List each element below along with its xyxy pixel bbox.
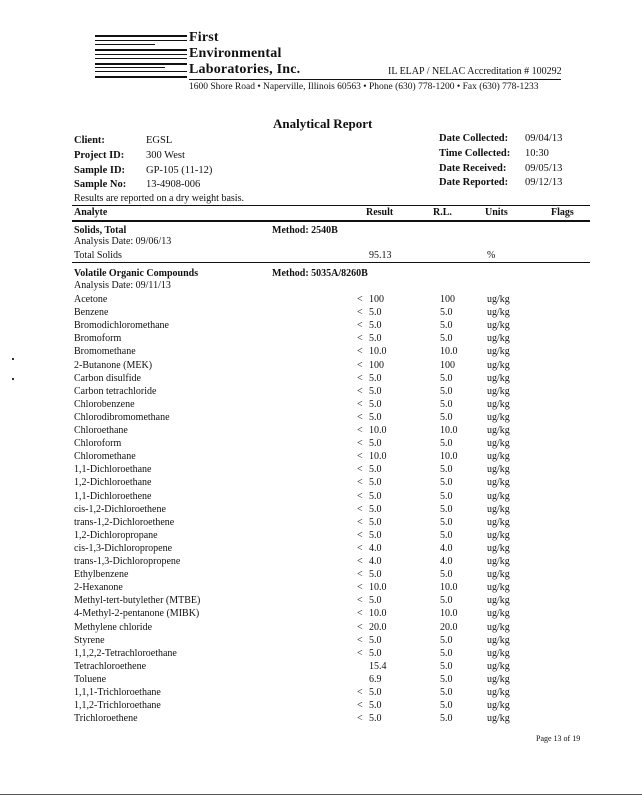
result-qualifier: < — [357, 569, 363, 581]
result-value: 4.0 — [369, 556, 382, 567]
reporting-limit: 20.0 — [440, 621, 458, 633]
units-value: ug/kg — [487, 333, 510, 345]
result-qualifier: < — [357, 647, 363, 659]
result-value: 5.0 — [369, 634, 382, 646]
reporting-limit: 10.0 — [440, 608, 458, 620]
result-value: 5.0 — [369, 464, 382, 476]
scan-bottom-edge — [0, 794, 642, 795]
result-value: 5.0 — [369, 569, 382, 581]
reporting-limit: 5.0 — [440, 595, 453, 607]
reporting-limit: 5.0 — [440, 398, 453, 410]
project-id-label: Project ID: — [74, 150, 125, 161]
analyte-name: Benzene — [74, 307, 109, 319]
analyte-name: cis-1,3-Dichloropropene — [74, 542, 173, 554]
solids-section-rule — [72, 262, 590, 263]
reporting-limit: 10.0 — [440, 346, 458, 358]
result-value: 5.0 — [369, 307, 382, 319]
result-value: 20.0 — [369, 621, 387, 633]
sample-no-value: 13-4908-006 — [146, 179, 201, 190]
reporting-limit: 100 — [440, 359, 455, 371]
analyte-name: Carbon tetrachloride — [74, 385, 157, 397]
date-collected-label: Date Collected: — [439, 133, 509, 144]
result-qualifier: < — [357, 542, 363, 554]
column-header-analyte: Analyte — [74, 207, 108, 218]
company-name-line1: First — [189, 30, 219, 45]
analyte-name: Methyl-tert-butylether (MTBE) — [74, 595, 201, 607]
result-qualifier: < — [357, 425, 363, 436]
units-value: ug/kg — [487, 569, 510, 581]
voc-analysis-date: Analysis Date: 09/11/13 — [74, 280, 171, 291]
units-value: % — [487, 250, 496, 261]
units-value: ug/kg — [487, 608, 510, 620]
reporting-limit: 10.0 — [440, 582, 458, 594]
result-qualifier: < — [357, 477, 363, 489]
analyte-name: Carbon disulfide — [74, 372, 141, 384]
reporting-limit: 5.0 — [440, 320, 453, 332]
result-value: 6.9 — [369, 673, 382, 685]
units-value: ug/kg — [487, 556, 510, 567]
date-received-label: Date Received: — [439, 163, 507, 174]
reporting-limit: 10.0 — [440, 451, 458, 463]
sample-id-label: Sample ID: — [74, 165, 126, 176]
result-value: 100 — [369, 294, 384, 305]
project-id-value: 300 West — [146, 150, 185, 161]
units-value: ug/kg — [487, 503, 510, 515]
result-qualifier: < — [357, 529, 363, 541]
date-reported-label: Date Reported: — [439, 177, 509, 188]
result-value: 5.0 — [369, 595, 382, 607]
units-value: ug/kg — [487, 687, 510, 698]
result-value: 5.0 — [369, 398, 382, 410]
analyte-name: 1,2-Dichloroethane — [74, 477, 152, 489]
analyte-name: Chloroethane — [74, 425, 128, 436]
reporting-limit: 10.0 — [440, 425, 458, 436]
reporting-limit: 4.0 — [440, 556, 453, 567]
units-value: ug/kg — [487, 713, 510, 725]
column-header-rl: R.L. — [433, 207, 452, 218]
time-collected-value: 10:30 — [525, 148, 549, 159]
result-qualifier: < — [357, 595, 363, 607]
analyte-name: trans-1,3-Dichloropropene — [74, 556, 181, 567]
analyte-name: Chlorodibromomethane — [74, 411, 170, 423]
client-value: EGSL — [146, 135, 173, 146]
sample-id-value: GP-105 (11-12) — [146, 165, 213, 176]
reporting-limit: 5.0 — [440, 647, 453, 659]
result-qualifier: < — [357, 700, 363, 712]
result-qualifier: < — [357, 385, 363, 397]
result-qualifier: < — [357, 634, 363, 646]
result-value: 5.0 — [369, 687, 382, 698]
reporting-limit: 5.0 — [440, 634, 453, 646]
units-value: ug/kg — [487, 451, 510, 463]
reporting-limit: 5.0 — [440, 490, 453, 502]
result-qualifier: < — [357, 503, 363, 515]
reporting-limit: 5.0 — [440, 569, 453, 581]
result-value: 5.0 — [369, 320, 382, 332]
reporting-limit: 5.0 — [440, 477, 453, 489]
units-value: ug/kg — [487, 582, 510, 594]
units-value: ug/kg — [487, 320, 510, 332]
units-value: ug/kg — [487, 647, 510, 659]
date-collected-value: 09/04/13 — [525, 133, 563, 144]
units-value: ug/kg — [487, 621, 510, 633]
reporting-limit: 5.0 — [440, 333, 453, 345]
column-header-result: Result — [366, 207, 394, 218]
analyte-name: 1,1-Dichloroethane — [74, 464, 152, 476]
reporting-limit: 100 — [440, 294, 455, 305]
units-value: ug/kg — [487, 411, 510, 423]
result-value: 95.13 — [369, 250, 392, 261]
reporting-limit: 5.0 — [440, 503, 453, 515]
result-qualifier: < — [357, 713, 363, 725]
reporting-limit: 5.0 — [440, 385, 453, 397]
analyte-name: Styrene — [74, 634, 105, 646]
analyte-name: Bromoform — [74, 333, 122, 345]
reporting-limit: 5.0 — [440, 464, 453, 476]
column-header-flags: Flags — [551, 207, 574, 218]
analyte-name: trans-1,2-Dichloroethene — [74, 516, 175, 528]
result-qualifier: < — [357, 438, 363, 450]
units-value: ug/kg — [487, 464, 510, 476]
result-value: 5.0 — [369, 438, 382, 450]
client-label: Client: — [74, 135, 105, 146]
analyte-name: cis-1,2-Dichloroethene — [74, 503, 166, 515]
reporting-limit: 5.0 — [440, 673, 453, 685]
units-value: ug/kg — [487, 529, 510, 541]
analyte-name: 2-Butanone (MEK) — [74, 359, 153, 371]
voc-section-title: Volatile Organic Compounds — [74, 268, 199, 279]
result-qualifier: < — [357, 621, 363, 633]
result-value: 5.0 — [369, 477, 382, 489]
units-value: ug/kg — [487, 398, 510, 410]
solids-section-title: Solids, Total — [74, 225, 127, 236]
scan-speck — [12, 378, 14, 380]
column-header-units: Units — [485, 207, 508, 218]
units-value: ug/kg — [487, 294, 510, 305]
result-value: 10.0 — [369, 608, 387, 620]
analyte-name: 1,2-Dichloropropane — [74, 529, 158, 541]
result-qualifier: < — [357, 582, 363, 594]
solids-analysis-date: Analysis Date: 09/06/13 — [74, 236, 172, 247]
units-value: ug/kg — [487, 425, 510, 436]
analyte-name: Chloromethane — [74, 451, 136, 463]
units-value: ug/kg — [487, 346, 510, 358]
result-value: 5.0 — [369, 713, 382, 725]
result-qualifier: < — [357, 556, 363, 567]
units-value: ug/kg — [487, 490, 510, 502]
result-qualifier: < — [357, 307, 363, 319]
units-value: ug/kg — [487, 359, 510, 371]
reporting-limit: 5.0 — [440, 660, 453, 672]
dry-weight-note: Results are reported on a dry weight basis. — [74, 193, 244, 204]
result-qualifier: < — [357, 464, 363, 476]
time-collected-label: Time Collected: — [439, 148, 511, 159]
units-value: ug/kg — [487, 372, 510, 384]
result-value: 10.0 — [369, 346, 387, 358]
result-value: 100 — [369, 359, 384, 371]
result-qualifier: < — [357, 398, 363, 410]
result-value: 10.0 — [369, 425, 387, 436]
analyte-name: 1,1,1-Trichloroethane — [74, 687, 161, 698]
units-value: ug/kg — [487, 660, 510, 672]
result-qualifier: < — [357, 359, 363, 371]
reporting-limit: 5.0 — [440, 687, 453, 698]
result-qualifier: < — [357, 294, 363, 305]
reporting-limit: 5.0 — [440, 713, 453, 725]
result-qualifier: < — [357, 608, 363, 620]
analyte-name: Acetone — [74, 294, 108, 305]
reporting-limit: 5.0 — [440, 307, 453, 319]
company-logo — [95, 33, 187, 81]
analyte-name: 1,1,2,2-Tetrachloroethane — [74, 647, 177, 659]
header-rule — [189, 79, 561, 80]
analyte-name: Tetrachloroethene — [74, 660, 147, 672]
accreditation-number: IL ELAP / NELAC Accreditation # 100292 — [388, 66, 562, 77]
result-value: 5.0 — [369, 503, 382, 515]
analyte-name: Total Solids — [74, 250, 122, 261]
reporting-limit: 5.0 — [440, 438, 453, 450]
voc-method: Method: 5035A/8260B — [272, 268, 368, 279]
table-top-rule — [72, 205, 590, 206]
units-value: ug/kg — [487, 673, 510, 685]
page-number: Page 13 of 19 — [536, 734, 581, 743]
lab-address: 1600 Shore Road • Naperville, Illinois 60563 • Phone (630) 778-1200 • Fax (630) 778-1233 — [189, 82, 539, 92]
units-value: ug/kg — [487, 700, 510, 712]
scan-speck — [12, 358, 14, 360]
analyte-name: Chlorobenzene — [74, 398, 135, 410]
result-qualifier: < — [357, 346, 363, 358]
units-value: ug/kg — [487, 385, 510, 397]
result-value: 4.0 — [369, 542, 382, 554]
analyte-name: Ethylbenzene — [74, 569, 129, 581]
analyte-name: 1,1,2-Trichloroethane — [74, 700, 161, 712]
result-qualifier: < — [357, 372, 363, 384]
units-value: ug/kg — [487, 477, 510, 489]
result-qualifier: < — [357, 333, 363, 345]
result-value: 15.4 — [369, 660, 387, 672]
result-value: 5.0 — [369, 411, 382, 423]
analyte-name: 4-Methyl-2-pentanone (MIBK) — [74, 608, 200, 620]
result-qualifier: < — [357, 516, 363, 528]
result-value: 5.0 — [369, 647, 382, 659]
result-value: 5.0 — [369, 700, 382, 712]
units-value: ug/kg — [487, 307, 510, 319]
analyte-name: Bromodichloromethane — [74, 320, 169, 332]
reporting-limit: 5.0 — [440, 372, 453, 384]
units-value: ug/kg — [487, 542, 510, 554]
units-value: ug/kg — [487, 438, 510, 450]
analyte-name: Chloroform — [74, 438, 122, 450]
result-qualifier: < — [357, 320, 363, 332]
analyte-name: Trichloroethene — [74, 713, 138, 725]
analyte-name: Toluene — [74, 673, 107, 685]
units-value: ug/kg — [487, 634, 510, 646]
result-value: 5.0 — [369, 385, 382, 397]
result-value: 10.0 — [369, 582, 387, 594]
result-value: 5.0 — [369, 529, 382, 541]
units-value: ug/kg — [487, 516, 510, 528]
result-qualifier: < — [357, 411, 363, 423]
company-name-line3: Laboratories, Inc. — [189, 62, 301, 77]
reporting-limit: 5.0 — [440, 516, 453, 528]
column-header-rule — [72, 220, 590, 222]
date-received-value: 09/05/13 — [525, 163, 563, 174]
result-value: 5.0 — [369, 516, 382, 528]
result-value: 5.0 — [369, 372, 382, 384]
company-name-line2: Environmental — [189, 46, 282, 61]
analyte-name: Methylene chloride — [74, 621, 153, 633]
report-title: Analytical Report — [273, 116, 373, 131]
reporting-limit: 5.0 — [440, 411, 453, 423]
reporting-limit: 5.0 — [440, 529, 453, 541]
date-reported-value: 09/12/13 — [525, 177, 563, 188]
solids-method: Method: 2540B — [272, 225, 338, 236]
result-qualifier: < — [357, 490, 363, 502]
result-value: 10.0 — [369, 451, 387, 463]
analyte-name: Bromomethane — [74, 346, 136, 358]
sample-no-label: Sample No: — [74, 179, 127, 190]
result-qualifier: < — [357, 687, 363, 698]
result-value: 5.0 — [369, 490, 382, 502]
reporting-limit: 4.0 — [440, 542, 453, 554]
units-value: ug/kg — [487, 595, 510, 607]
result-qualifier: < — [357, 451, 363, 463]
analyte-name: 1,1-Dichloroethene — [74, 490, 152, 502]
analyte-name: 2-Hexanone — [74, 582, 123, 594]
reporting-limit: 5.0 — [440, 700, 453, 712]
result-value: 5.0 — [369, 333, 382, 345]
